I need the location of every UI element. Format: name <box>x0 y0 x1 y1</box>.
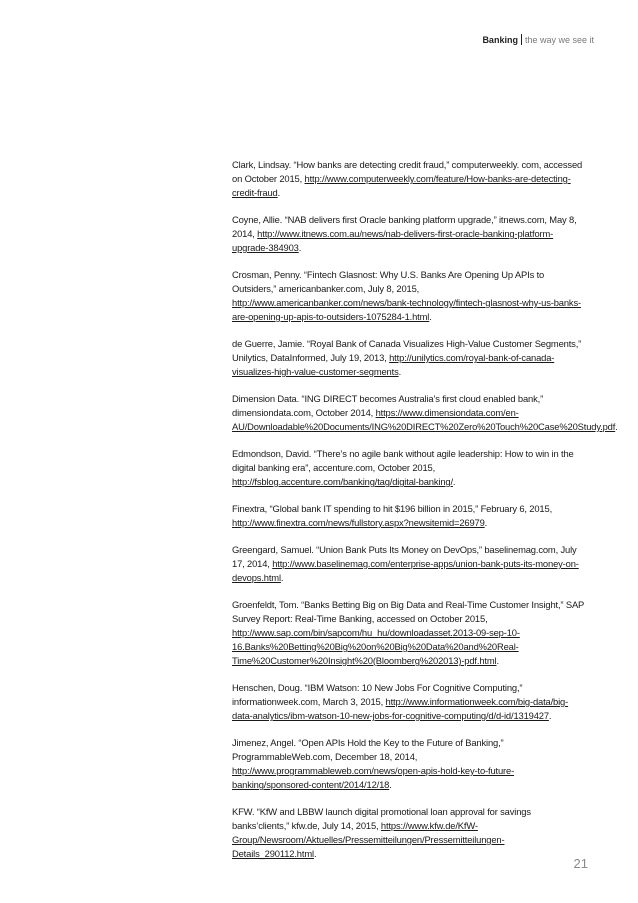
reference-list <box>232 158 618 874</box>
reference-text: KFW. “KfW and LBBW launch digital promotional loan approval for savings banks’clients,” kfw.de, July 14, 2015, <box>232 806 531 831</box>
reference-link[interactable]: http://www.finextra.com/news/fullstory.aspx?newsitemid=26979 <box>232 517 485 528</box>
reference-link[interactable]: http://www.sap.com/bin/sapcom/hu_hu/downloadasset.2013-09-sep-10-16.Banks%20Betting%20Big%20on%20Big%20Data%20and%20Real-Time%20Customer%20Insight%20(Bloomberg%202013)-pdf.html <box>232 627 520 666</box>
reference-entry <box>232 805 588 861</box>
reference-entry <box>232 598 588 668</box>
reference-entry <box>232 447 588 489</box>
reference-text: Jimenez, Angel. “Open APIs Hold the Key to the Future of Banking,” ProgrammableWeb.com, December 18, 2014, <box>232 737 504 762</box>
header-brand: Banking <box>482 35 518 45</box>
reference-text: Groenfeldt, Tom. “Banks Betting Big on Big Data and Real-Time Customer Insight,” SAP Survey Report: Real-Time Banking, accessed on October 2015, <box>232 599 584 624</box>
reference-text: Coyne, Allie. “NAB delivers first Oracle banking platform upgrade,” itnews.com, May 8, 2014, <box>232 214 577 239</box>
reference-text: de Guerre, Jamie. “Royal Bank of Canada Visualizes High-Value Customer Segments,” Unilytics, DataInformed, July 19, 2013, <box>232 338 582 363</box>
reference-link[interactable]: http://www.baselinemag.com/enterprise-apps/union-bank-puts-its-money-on-devops.html <box>232 558 579 583</box>
reference-end: . <box>484 517 488 528</box>
header-divider <box>521 34 522 45</box>
reference-link[interactable]: https://www.kfw.de/KfW-Group/Newsroom/Aktuelles/Pressemitteilungen/Pressemitteilungen-Details_290112.html <box>232 820 505 859</box>
reference-link[interactable]: http://unilytics.com/royal-bank-of-canada-visualizes-high-value-customer-segments <box>232 352 555 377</box>
page-number: 21 <box>573 856 588 871</box>
header-tagline: the way we see it <box>524 35 594 45</box>
reference-entry <box>232 736 588 792</box>
reference-link[interactable]: https://www.dimensiondata.com/en-AU/Downloadable%20Documents/ING%20DIRECT%20Zero%20Touch%20Case%20Study.pdf <box>232 407 616 432</box>
reference-link[interactable]: http://www.americanbanker.com/news/bank-technology/fintech-glasnost-why-us-banks-are-opening-up-apis-to-outsiders-1075284-1.html <box>232 297 581 322</box>
reference-text: Greengard, Samuel. “Union Bank Puts Its Money on DevOps,” baselinemag.com, July 17, 2014, <box>232 544 577 569</box>
reference-entry <box>232 337 588 379</box>
reference-text: Henschen, Doug. “IBM Watson: 10 New Jobs For Cognitive Computing,” informationweek.com, March 3, 2015, <box>232 682 523 707</box>
reference-entry <box>232 158 588 200</box>
reference-entry <box>232 213 588 255</box>
running-header <box>482 34 594 46</box>
reference-end: . <box>452 476 456 487</box>
reference-end: . <box>615 421 618 432</box>
reference-link[interactable]: http://www.programmableweb.com/news/open-apis-hold-key-to-future-banking/sponsored-content/2014/12/18 <box>232 765 515 790</box>
reference-link[interactable]: http://www.informationweek.com/big-data/big-data-analytics/ibm-watson-10-new-jobs-for-cognitive-computing/d/d-id/1319427 <box>232 696 569 721</box>
reference-entry <box>232 268 588 324</box>
reference-end: . <box>496 655 499 666</box>
reference-end: . <box>313 848 317 859</box>
reference-entry <box>232 543 588 585</box>
reference-end: . <box>429 311 432 322</box>
reference-end: . <box>277 187 281 198</box>
reference-end: . <box>298 242 302 253</box>
reference-end: . <box>389 779 392 790</box>
reference-text: Finextra, “Global bank IT spending to hit $196 billion in 2015,” February 6, 2015, <box>232 503 553 514</box>
reference-link[interactable]: http://www.computerweekly.com/feature/How-banks-are-detecting-credit-fraud <box>232 173 571 198</box>
reference-text: Crosman, Penny. “Fintech Glasnost: Why U.S. Banks Are Opening Up APIs to Outsiders,” americanbanker.com, July 8, 2015, <box>232 269 545 294</box>
reference-text: Edmondson, David. “There’s no agile bank without agile leadership: How to win in the digital banking era”, accenture.com, October 2015, <box>232 448 574 473</box>
reference-entry <box>232 681 588 723</box>
reference-text: Clark, Lindsay. “How banks are detecting credit fraud,” computerweekly. com, accessed on October 2015, <box>232 159 583 184</box>
reference-entry <box>232 502 588 530</box>
reference-end: . <box>280 572 284 583</box>
reference-end: . <box>398 366 402 377</box>
reference-text: Dimension Data. “ING DIRECT becomes Australia’s first cloud enabled bank,” dimensiondata.com, October 2014, <box>232 393 544 418</box>
reference-end: . <box>548 710 552 721</box>
reference-entry <box>232 392 618 434</box>
reference-link[interactable]: http://fsblog.accenture.com/banking/tag/digital-banking/ <box>232 476 453 487</box>
reference-link[interactable]: http://www.itnews.com.au/news/nab-delivers-first-oracle-banking-platform-upgrade-384903 <box>232 228 554 253</box>
